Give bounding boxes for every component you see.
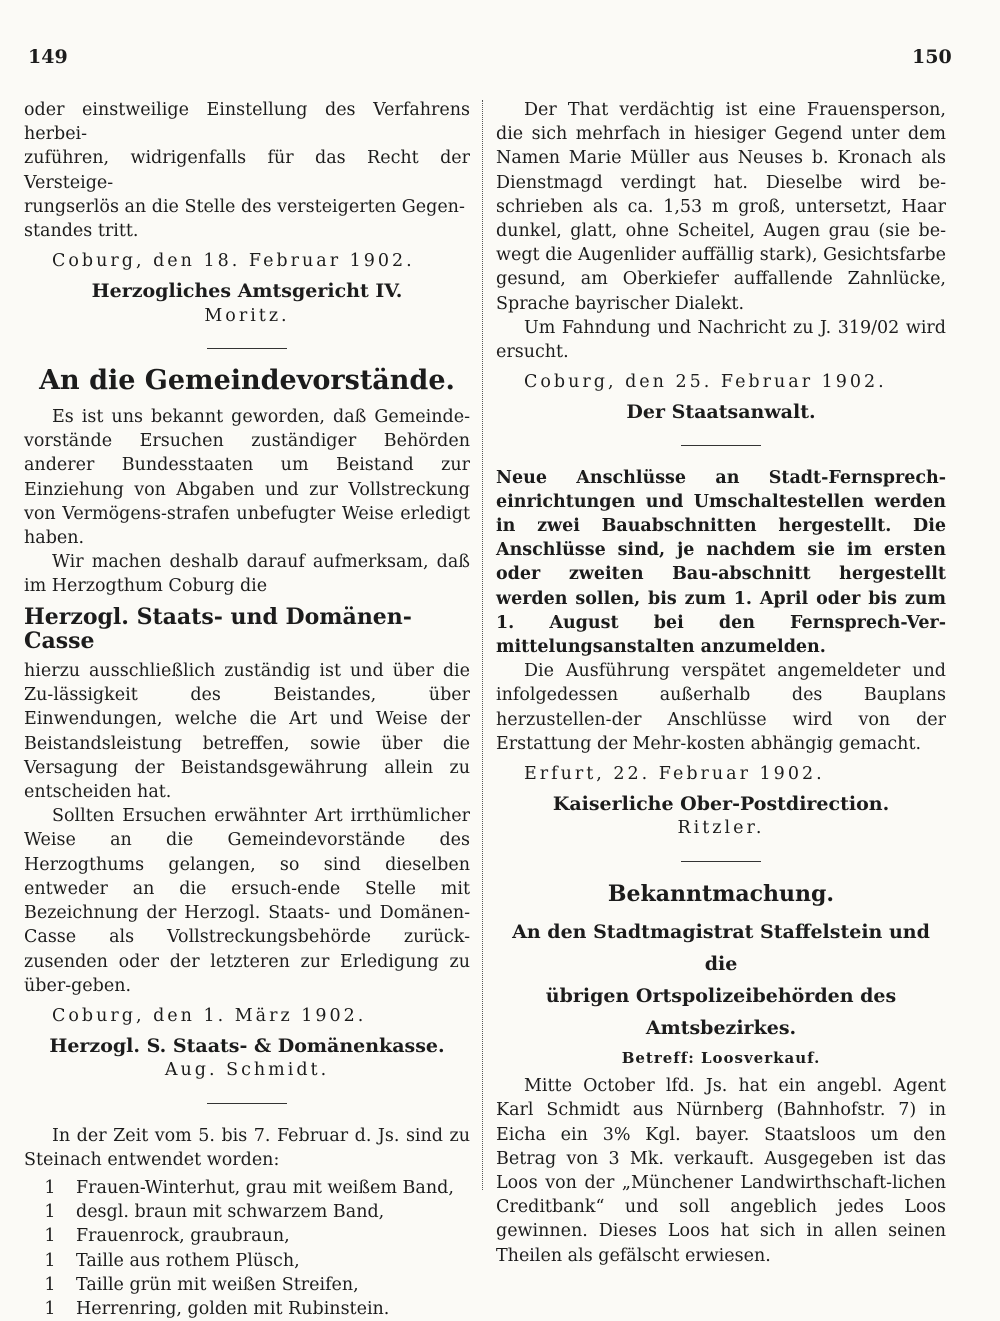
section-rule — [681, 445, 761, 446]
issuing-authority: Der Staatsanwalt. — [626, 401, 816, 424]
item-quantity: 1 — [44, 1226, 56, 1247]
item-text: Frauenrock, graubraun, — [76, 1226, 290, 1247]
request-paragraph: Um Fahndung und Nachricht zu J. 319/02 wird ersucht. — [496, 317, 946, 363]
telephone-paragraph: Neue Anschlüsse an Stadt-Fernsprech-einrichtungen und Umschaltestellen werden in zwei Bauabschnitten hergestellt. Die Anschlüsse sind, je nachdem sie im ersten oder zweiten Bau-abschnitt hergestellt werden sollen, bis zum 1. April oder bis zum 1. August bei den Fernsprech-Ver-mittelungsanstalten anzumelden. — [496, 467, 946, 658]
page-number-left: 149 — [28, 46, 68, 68]
notice-paragraph: Sollten Ersuchen erwähnter Art irrthümlicher Weise an die Gemeindevorstände des Herzogthums gelangen, so sind dieselben entweder an die ersuch-ende Stelle mit Bezeichnung der Herzogl. Staats- und Domänen-Casse als Vollstreckungsbehörde zurück-zusenden oder der letzteren zur Erledigung zu über-geben. — [24, 806, 470, 996]
signature: Aug. Schmidt. — [164, 1060, 330, 1081]
description-paragraph: Der That verdächtig ist eine Frauensperson, die sich mehrfach in hiesiger Gegend unter dem Namen Marie Müller aus Neuses b. Kronach als Dienstmagd verdingt hat. Dieselbe wird be-schrieben als ca. 1,53 m groß, untersetzt, Haar dunkel, glatt, ohne Scheitel, Augen grau (sie be-wegt die Augenlider auffällig stark), Gesichtsfarbe gesund, am Oberkiefer auffallende Zahnlücke, Sprache bayrischer Dialekt. — [496, 100, 946, 314]
item-text: desgl. braun mit schwarzem Band, — [76, 1202, 385, 1223]
issuing-authority: Herzogl. S. Staats- & Domänenkasse. — [49, 1035, 445, 1058]
notice-heading: Bekanntmachung. — [607, 880, 835, 907]
regarding-line: Betreff: Loosverkauf. — [621, 1048, 821, 1067]
item-text: Taille grün mit weißen Streifen, — [76, 1274, 359, 1295]
list-item — [24, 1176, 470, 1200]
theft-paragraph: In der Zeit vom 5. bis 7. Februar d. Js. sind zu Steinach entwendet worden: — [24, 1125, 470, 1170]
section-rule — [207, 1103, 287, 1104]
issuing-authority: Herzogliches Amtsgericht IV. — [91, 280, 403, 303]
date-line: Coburg, den 1. März 1902. — [52, 1005, 367, 1026]
item-text: Frauen-Winterhut, grau mit weißem Band, — [76, 1177, 454, 1198]
stolen-items-list — [24, 1176, 470, 1321]
right-column — [496, 98, 946, 1268]
list-item — [24, 1224, 470, 1248]
signature: Moritz. — [204, 305, 290, 326]
list-item — [24, 1273, 470, 1297]
item-quantity: 1 — [44, 1202, 56, 1223]
intro-line: zuführen, widrigenfalls für das Recht der Versteige- — [24, 148, 470, 193]
item-text: Herrenring, golden mit Rubinstein. — [76, 1298, 390, 1319]
item-text: Taille aus rothem Plüsch, — [76, 1250, 300, 1271]
intro-line: oder einstweilige Einstellung des Verfahrens herbei- — [24, 100, 470, 145]
date-line: Coburg, den 25. Februar 1902. — [524, 372, 887, 393]
section-rule — [681, 861, 761, 862]
notice-paragraph: Es ist uns bekannt geworden, daß Gemeinde-vorstände Ersuchen zuständiger Behörden anderer Bundesstaaten um Beistand zur Einziehung von Abgaben und zur Vollstreckung von Vermögens-strafen unbefugter Weise erledigt haben. — [24, 407, 470, 549]
intro-line: standes tritt. — [24, 221, 139, 242]
list-item — [24, 1297, 470, 1321]
item-quantity: 1 — [44, 1298, 56, 1319]
notice-paragraph: Wir machen deshalb darauf aufmerksam, daß im Herzogthum Coburg die — [24, 552, 470, 597]
item-quantity: 1 — [44, 1177, 56, 1198]
notice-heading: An die Gemeindevorstände. — [39, 364, 455, 396]
left-column — [24, 98, 470, 1321]
column-divider — [482, 100, 483, 1190]
section-rule — [207, 348, 287, 349]
list-item — [24, 1249, 470, 1273]
addressee-line: übrigen Ortspolizeibehörden des Amtsbezirkes. — [545, 984, 897, 1039]
signature: Ritzler. — [677, 818, 765, 839]
item-quantity: 1 — [44, 1274, 56, 1295]
date-line: Erfurt, 22. Februar 1902. — [524, 764, 825, 785]
telephone-paragraph: Die Ausführung verspätet angemeldeter und infolgedessen außerhalb des Bauplans herzustellen-der Anschlüsse wird von der Erstattung der Mehr-kosten abhängig gemacht. — [496, 661, 946, 754]
intro-paragraph — [24, 98, 470, 243]
lottery-paragraph: Mitte October lfd. Js. hat ein angebl. Agent Karl Schmidt aus Nürnberg (Bahnhofstr. 7) in Eicha ein 3% Kgl. bayer. Staatsloos um den Betrag von 3 Mk. verkauft. Ausgegeben ist das Loos von der „Münchener Landwirthschaft-lichen Creditbank“ und soll angeblich jedes Loos gewinnen. Dieses Loos hat sich in allen seinen Theilen als gefälscht erwiesen. — [496, 1076, 946, 1266]
intro-line: rungserlös an die Stelle des versteigerten Gegen- — [24, 196, 465, 217]
authority-emphasis: Herzogl. Staats- und Domänen-Casse — [24, 603, 412, 654]
notice-paragraph: hierzu ausschließlich zuständig ist und über die Zu-lässigkeit des Beistandes, über Einwendungen, welche die Art und Weise der Beistandsleistung betreffen, sowie über die Versagung der Beistandsgewährung allein zu entscheiden hat. — [24, 661, 470, 803]
addressee-line: An den Stadtmagistrat Staffelstein und die — [512, 920, 930, 975]
date-line: Coburg, den 18. Februar 1902. — [52, 251, 415, 272]
list-item — [24, 1200, 470, 1224]
issuing-authority: Kaiserliche Ober-Postdirection. — [552, 793, 890, 816]
page-number-right: 150 — [912, 46, 952, 68]
item-quantity: 1 — [44, 1250, 56, 1271]
